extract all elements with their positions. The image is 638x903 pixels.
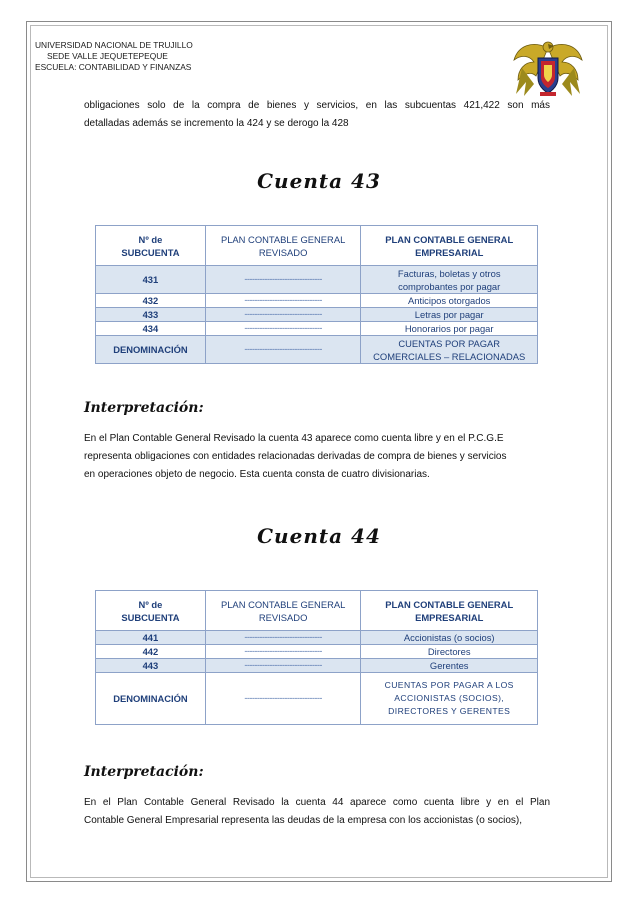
table-header-row bbox=[96, 226, 538, 266]
subcuenta-code: 434 bbox=[96, 322, 206, 336]
subcuenta-code: 431 bbox=[96, 266, 206, 294]
subcuenta-code: 433 bbox=[96, 308, 206, 322]
table-row bbox=[96, 266, 538, 294]
empresarial-cell: Accionistas (o socios) bbox=[361, 631, 538, 645]
denominacion-row bbox=[96, 336, 538, 364]
revisado-cell: ------------------------------- bbox=[205, 673, 361, 725]
header-sede: SEDE VALLE JEQUETEPEQUE bbox=[47, 51, 168, 61]
empresarial-cell: Anticipos otorgados bbox=[361, 294, 538, 308]
subcuenta-code: 432 bbox=[96, 294, 206, 308]
table-row bbox=[96, 631, 538, 645]
revisado-cell: ------------------------------- bbox=[205, 631, 361, 645]
interpretacion-43-title: Interpretación: bbox=[84, 400, 204, 416]
revisado-cell: ------------------------------- bbox=[205, 659, 361, 673]
revisado-cell: ------------------------------- bbox=[205, 308, 361, 322]
interp-43-line-3: en operaciones objeto de negocio. Esta cuenta consta de cuatro divisionarias. bbox=[84, 469, 430, 480]
interpretacion-44-title: Interpretación: bbox=[84, 764, 204, 780]
subcuenta-code: 441 bbox=[96, 631, 206, 645]
cuenta-44-title: Cuenta 44 bbox=[257, 524, 381, 548]
revisado-cell: ------------------------------- bbox=[205, 266, 361, 294]
denominacion-label: DENOMINACIÓN bbox=[96, 673, 206, 725]
intro-paragraph bbox=[84, 97, 550, 133]
intro-line-2: detalladas además se incremento la 424 y se derogo la 428 bbox=[84, 118, 349, 129]
empresarial-cell: Letras por pagar bbox=[361, 308, 538, 322]
header-university: UNIVERSIDAD NACIONAL DE TRUJILLO bbox=[35, 40, 193, 50]
interpretacion-44-paragraph bbox=[84, 794, 550, 830]
empresarial-cell: Gerentes bbox=[361, 659, 538, 673]
cuenta-44-table bbox=[95, 590, 538, 725]
revisado-cell: ------------------------------- bbox=[205, 645, 361, 659]
header-subcuenta: Nº de SUBCUENTA bbox=[96, 226, 206, 266]
table-row bbox=[96, 294, 538, 308]
denominacion-label: DENOMINACIÓN bbox=[96, 336, 206, 364]
subcuenta-code: 442 bbox=[96, 645, 206, 659]
table-row bbox=[96, 322, 538, 336]
institution-header bbox=[35, 40, 235, 73]
cuenta-43-title: Cuenta 43 bbox=[257, 169, 381, 193]
revisado-cell: ------------------------------- bbox=[205, 294, 361, 308]
intro-line-1: obligaciones solo de la compra de bienes y servicios, en las subcuentas 421,422 son más bbox=[84, 100, 550, 111]
subcuenta-code: 443 bbox=[96, 659, 206, 673]
revisado-cell: ------------------------------- bbox=[205, 336, 361, 364]
interp-44-line-1: En el Plan Contable General Revisado la cuenta 44 aparece como cuenta libre y en el Plan bbox=[84, 797, 550, 808]
cuenta-43-table bbox=[95, 225, 538, 364]
header-revisado: PLAN CONTABLE GENERAL REVISADO bbox=[205, 591, 361, 631]
empresarial-cell: Facturas, boletas y otros comprobantes por pagar bbox=[361, 266, 538, 294]
header-empresarial: PLAN CONTABLE GENERAL EMPRESARIAL bbox=[361, 226, 538, 266]
revisado-cell: ------------------------------- bbox=[205, 322, 361, 336]
table-row bbox=[96, 659, 538, 673]
header-revisado: PLAN CONTABLE GENERAL REVISADO bbox=[205, 226, 361, 266]
interp-43-line-2: representa obligaciones con entidades relacionadas derivadas de compra de bienes y servicios bbox=[84, 451, 507, 462]
header-subcuenta: Nº de SUBCUENTA bbox=[96, 591, 206, 631]
denominacion-value: CUENTAS POR PAGAR COMERCIALES – RELACIONADAS bbox=[361, 336, 538, 364]
denominacion-row bbox=[96, 673, 538, 725]
university-eagle-crest-icon bbox=[512, 38, 584, 100]
header-empresarial: PLAN CONTABLE GENERAL EMPRESARIAL bbox=[361, 591, 538, 631]
interpretacion-43-paragraph bbox=[84, 430, 550, 484]
denominacion-value: CUENTAS POR PAGAR A LOS ACCIONISTAS (SOCIOS), DIRECTORES Y GERENTES bbox=[361, 673, 538, 725]
table-row bbox=[96, 308, 538, 322]
interp-43-line-1: En el Plan Contable General Revisado la cuenta 43 aparece como cuenta libre y en el P.C.G.E bbox=[84, 433, 504, 444]
table-row bbox=[96, 645, 538, 659]
interp-44-line-2: Contable General Empresarial representa las deudas de la empresa con los accionistas (o socios), bbox=[84, 815, 523, 826]
empresarial-cell: Honorarios por pagar bbox=[361, 322, 538, 336]
table-header-row bbox=[96, 591, 538, 631]
empresarial-cell: Directores bbox=[361, 645, 538, 659]
header-escuela: ESCUELA: CONTABILIDAD Y FINANZAS bbox=[35, 62, 192, 72]
